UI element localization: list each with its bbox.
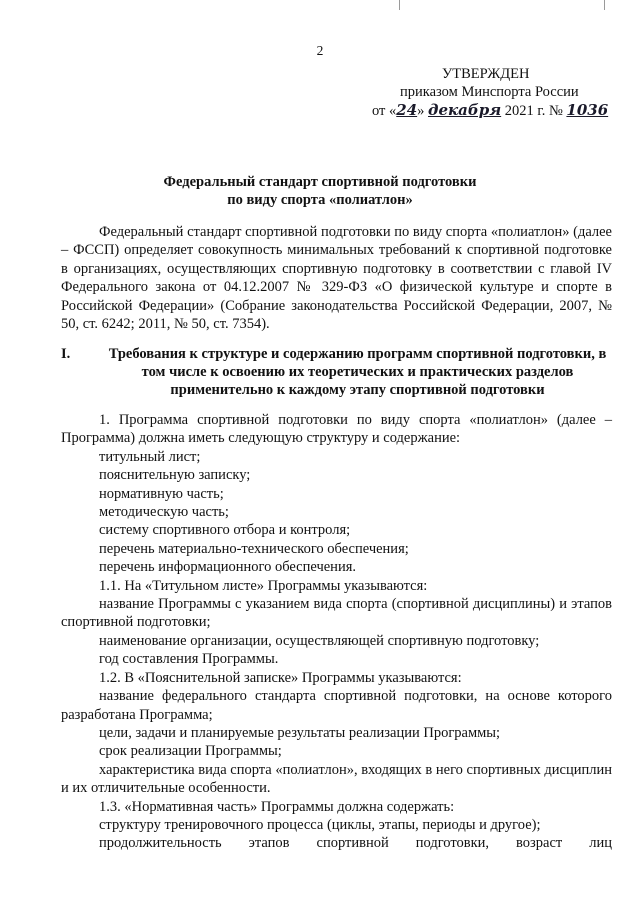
list-item: структуру тренировочного процесса (циклы, этапы, периоды и другое); bbox=[99, 816, 541, 833]
approval-order: приказом Минспорта России bbox=[400, 84, 579, 100]
handwritten-order-number: 1036 bbox=[566, 101, 609, 119]
list-item: продолжительность этапов спортивной подготовки, возраст лиц bbox=[99, 835, 612, 852]
intro-paragraph: Федеральный стандарт спортивной подготовки по виду спорта «полиатлон» (далее – ФССП) определяет совокупность минимальных требований к спортивной подготовке в организациях, осуществляющих спортивную подготовку в соответствии с главой IV Федерального закона от 04.12.2007 № 329-ФЗ «О физической культуре и спорте в Российской Федерации» (Собрание законодательства Российской Федерации, 2007, № 50, ст. 6242; 2011, № 50, ст. 7354). bbox=[61, 224, 612, 333]
page-number: 2 bbox=[316, 43, 324, 58]
list-item: перечень информационного обеспечения. bbox=[99, 559, 356, 576]
list-item: пояснительную записку; bbox=[99, 467, 251, 484]
paragraph-1-2: 1.2. В «Пояснительной записке» Программы указываются: bbox=[99, 669, 462, 686]
paragraph-1: 1. Программа спортивной подготовки по виду спорта «полиатлон» (далее – Программа) должна иметь следующую структуру и содержание: bbox=[61, 412, 612, 447]
paragraph-1-3: 1.3. «Нормативная часть» Программы должна содержать: bbox=[99, 798, 455, 815]
list-item: срок реализации Программы; bbox=[99, 743, 282, 760]
list-item: название федерального стандарта спортивной подготовки, на основе которого разработана Программа; bbox=[61, 688, 612, 723]
approval-block bbox=[372, 65, 622, 120]
section-title: Требования к структуре и содержанию программ спортивной подготовки, в том числе к освоению их теоретических и практических разделов применительно к каждому этапу спортивной подготовки bbox=[108, 346, 607, 398]
section-heading bbox=[61, 345, 616, 399]
paragraph-1-1: 1.1. На «Титульном листе» Программы указываются: bbox=[99, 577, 428, 594]
list-item: нормативную часть; bbox=[99, 485, 224, 502]
list-item: методическую часть; bbox=[99, 504, 229, 521]
intro-block bbox=[61, 223, 612, 333]
section-number: I. bbox=[61, 346, 71, 362]
list-item: год составления Программы. bbox=[99, 651, 279, 668]
list-item: систему спортивного отбора и контроля; bbox=[99, 522, 351, 539]
handwritten-month: декабря bbox=[428, 101, 502, 119]
date-prefix: от « bbox=[372, 103, 397, 119]
title-line-2: по виду спорта «полиатлон» bbox=[227, 192, 413, 208]
approval-heading: УТВЕРЖДЕН bbox=[442, 66, 530, 82]
scan-mark bbox=[399, 0, 400, 10]
date-mid: » bbox=[417, 103, 425, 119]
list-item: наименование организации, осуществляющей спортивную подготовку; bbox=[99, 632, 540, 649]
document-title bbox=[0, 173, 640, 209]
handwritten-day: 24 bbox=[396, 101, 418, 119]
approval-date-line bbox=[372, 101, 622, 120]
main-body bbox=[61, 411, 612, 853]
list-item: цели, задачи и планируемые результаты реализации Программы; bbox=[99, 724, 501, 741]
list-item: характеристика вида спорта «полиатлон», входящих в него спортивных дисциплин и их отличительные особенности. bbox=[61, 761, 612, 797]
scan-mark bbox=[604, 0, 605, 10]
title-line-1: Федеральный стандарт спортивной подготовки bbox=[163, 174, 477, 190]
list-item: название Программы с указанием вида спорта (спортивной дисциплины) и этапов спортивной подготовки; bbox=[61, 596, 612, 631]
date-year: 2021 г. № bbox=[504, 103, 563, 119]
list-item: титульный лист; bbox=[99, 448, 201, 465]
list-item: перечень материально-технического обеспечения; bbox=[99, 540, 409, 557]
